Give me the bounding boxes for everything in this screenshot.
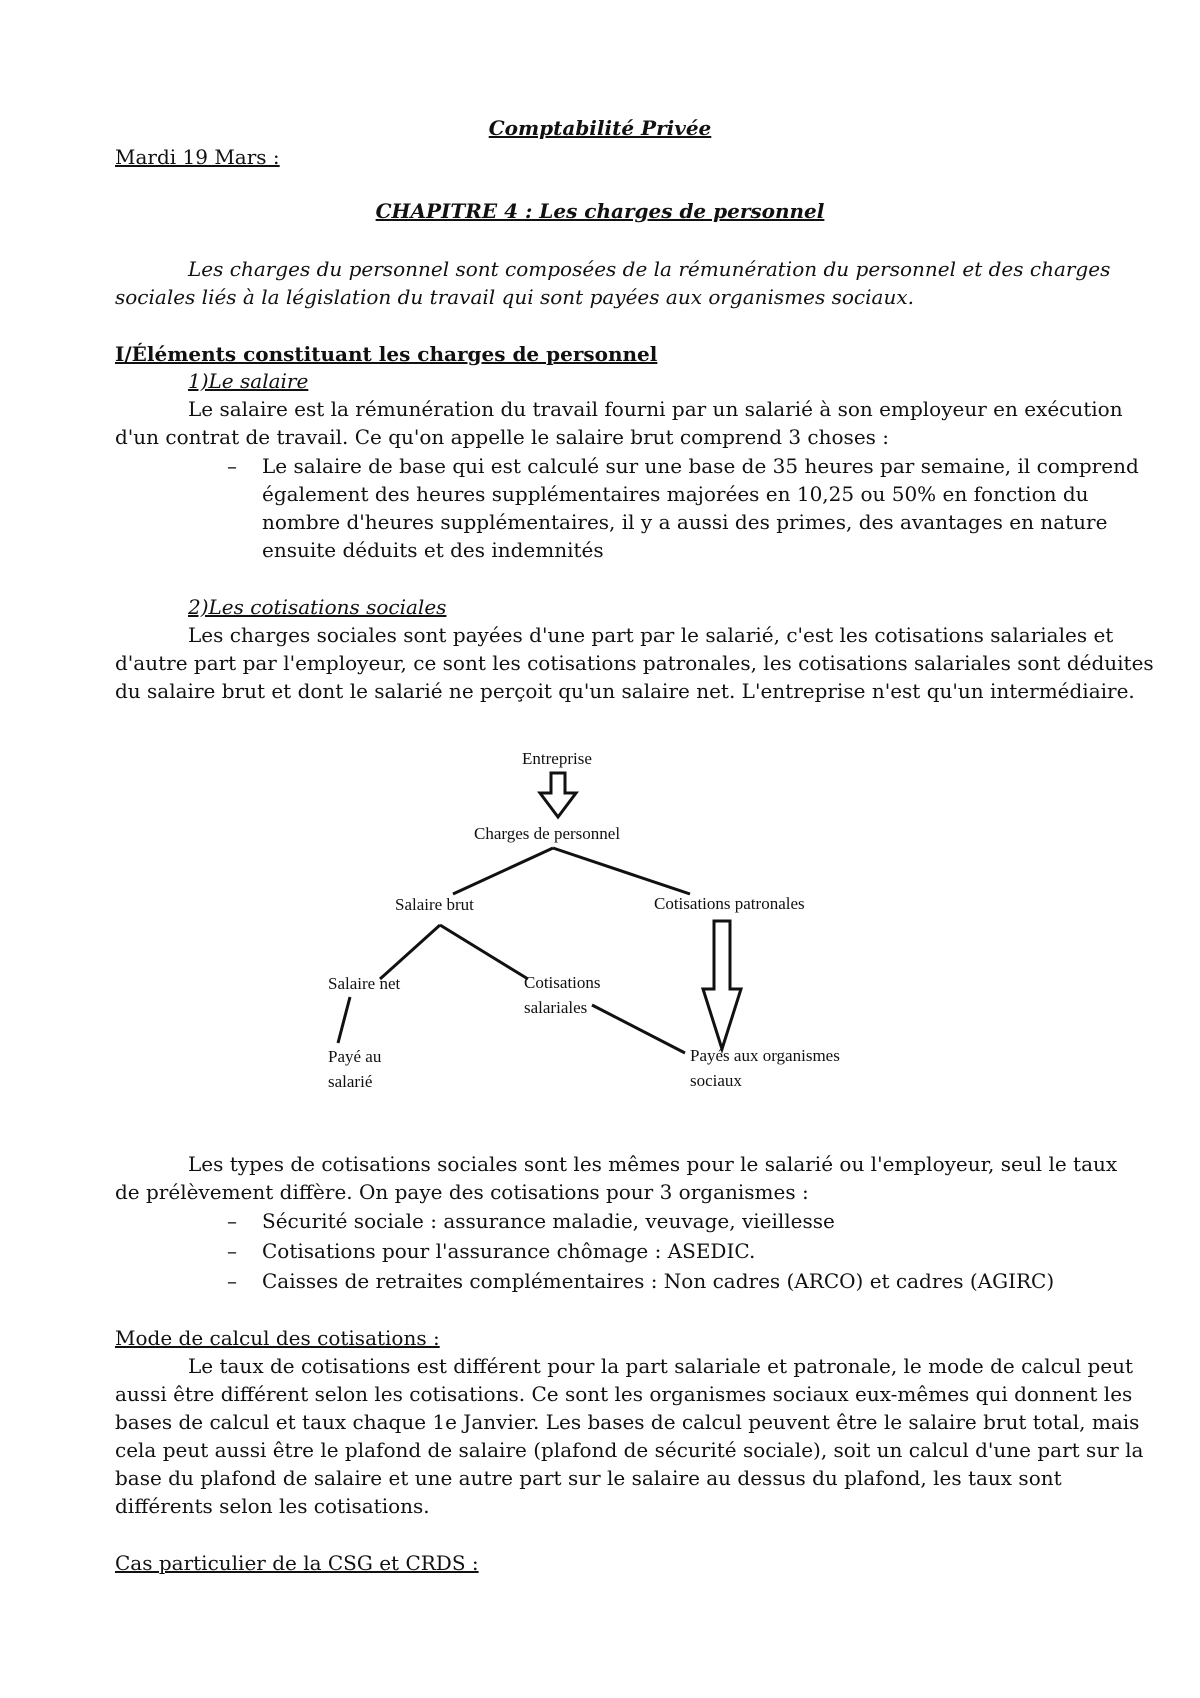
intro-line-2: sociales liés à la législation du travail qui sont payées aux organismes sociaux. xyxy=(115,285,914,309)
intro-line-1: Les charges du personnel sont composées de la rémunération du personnel et des charges xyxy=(188,257,1111,281)
diagram-salaire-brut: Salaire brut xyxy=(395,895,474,914)
diagram-entreprise: Entreprise xyxy=(522,749,592,768)
mode-calcul-line-6: différents selon les cotisations. xyxy=(115,1494,430,1518)
sub2-line-1: Les charges sociales sont payées d'une part par le salarié, c'est les cotisations salariales et xyxy=(188,623,1114,647)
sub2-line-3: du salaire brut et dont le salarié ne perçoit qu'un salaire net. L'entreprise n'est qu'un intermédiaire. xyxy=(115,679,1135,703)
diagram-cotisations-salariales-2: salariales xyxy=(524,998,588,1017)
mode-calcul-line-1: Le taux de cotisations est différent pour la part salariale et patronale, le mode de calcul peut xyxy=(188,1354,1134,1378)
diagram-line xyxy=(380,925,440,979)
mode-calcul-line-4: cela peut aussi être le plafond de salaire (plafond de sécurité sociale), soit un calcul d'une part sur la xyxy=(115,1438,1144,1462)
sub1-line-1: Le salaire est la rémunération du travail fourni par un salarié à son employeur en exécution xyxy=(188,397,1123,421)
diagram-cotisations-patronales: Cotisations patronales xyxy=(654,894,805,913)
sub1-bullet-line-2: également des heures supplémentaires majorées en 10,25 ou 50% en fonction du xyxy=(262,482,1089,506)
diagram-paye-salarie-1: Payé au xyxy=(328,1047,382,1066)
section1-heading: I/Éléments constituant les charges de personnel xyxy=(115,342,658,366)
types-bullet-1: Sécurité sociale : assurance maladie, veuvage, vieillesse xyxy=(262,1209,835,1233)
diagram-line xyxy=(592,1005,685,1053)
cas-particulier-heading: Cas particulier de la CSG et CRDS : xyxy=(115,1551,479,1575)
bullet-dash: – xyxy=(227,454,237,478)
diagram-line xyxy=(453,848,553,894)
sub1-bullet-line-4: ensuite déduits et des indemnités xyxy=(262,538,604,562)
sub2-line-2: d'autre part par l'employeur, ce sont les cotisations patronales, les cotisations salariales sont déduites xyxy=(115,651,1154,675)
sub1-title: 1)Le salaire xyxy=(188,369,309,393)
diagram-payes-organismes-1: Payés aux organismes xyxy=(690,1046,840,1065)
charges-diagram xyxy=(300,735,920,1095)
diagram-line xyxy=(553,848,690,894)
arrow-down-long-icon xyxy=(703,921,741,1049)
mode-calcul-line-3: bases de calcul et taux chaque 1e Janvier. Les bases de calcul peuvent être le salaire brut total, mais xyxy=(115,1410,1140,1434)
bullet-dash: – xyxy=(227,1269,237,1293)
sub2-title: 2)Les cotisations sociales xyxy=(188,595,447,619)
sub1-line-2: d'un contrat de travail. Ce qu'on appelle le salaire brut comprend 3 choses : xyxy=(115,425,890,449)
diagram-paye-salarie-2: salarié xyxy=(328,1072,373,1091)
types-bullet-2: Cotisations pour l'assurance chômage : ASEDIC. xyxy=(262,1239,756,1263)
date-line: Mardi 19 Mars : xyxy=(115,145,280,169)
diagram-line xyxy=(440,925,528,979)
diagram-salaire-net: Salaire net xyxy=(328,974,401,993)
types-line-2: de prélèvement diffère. On paye des cotisations pour 3 organismes : xyxy=(115,1180,809,1204)
diagram-charges: Charges de personnel xyxy=(474,824,621,843)
types-line-1: Les types de cotisations sociales sont les mêmes pour le salarié ou l'employeur, seul le taux xyxy=(188,1152,1118,1176)
mode-calcul-line-2: aussi être différent selon les cotisations. Ce sont les organismes sociaux eux-mêmes qui donnent les xyxy=(115,1382,1133,1406)
sub1-bullet-line-3: nombre d'heures supplémentaires, il y a aussi des primes, des avantages en nature xyxy=(262,510,1108,534)
diagram-payes-organismes-2: sociaux xyxy=(690,1071,742,1090)
bullet-dash: – xyxy=(227,1209,237,1233)
arrow-down-icon xyxy=(540,773,576,817)
chapter-title: CHAPITRE 4 : Les charges de personnel xyxy=(375,199,825,223)
mode-calcul-line-5: base du plafond de salaire et une autre part sur le salaire au dessus du plafond, les taux sont xyxy=(115,1466,1062,1490)
diagram-cotisations-salariales-1: Cotisations xyxy=(524,973,601,992)
mode-calcul-heading: Mode de calcul des cotisations : xyxy=(115,1326,440,1350)
sub1-bullet-line-1: Le salaire de base qui est calculé sur une base de 35 heures par semaine, il comprend xyxy=(262,454,1139,478)
bullet-dash: – xyxy=(227,1239,237,1263)
diagram-line xyxy=(338,997,350,1043)
course-title: Comptabilité Privée xyxy=(488,116,712,140)
types-bullet-3: Caisses de retraites complémentaires : Non cadres (ARCO) et cadres (AGIRC) xyxy=(262,1269,1055,1293)
